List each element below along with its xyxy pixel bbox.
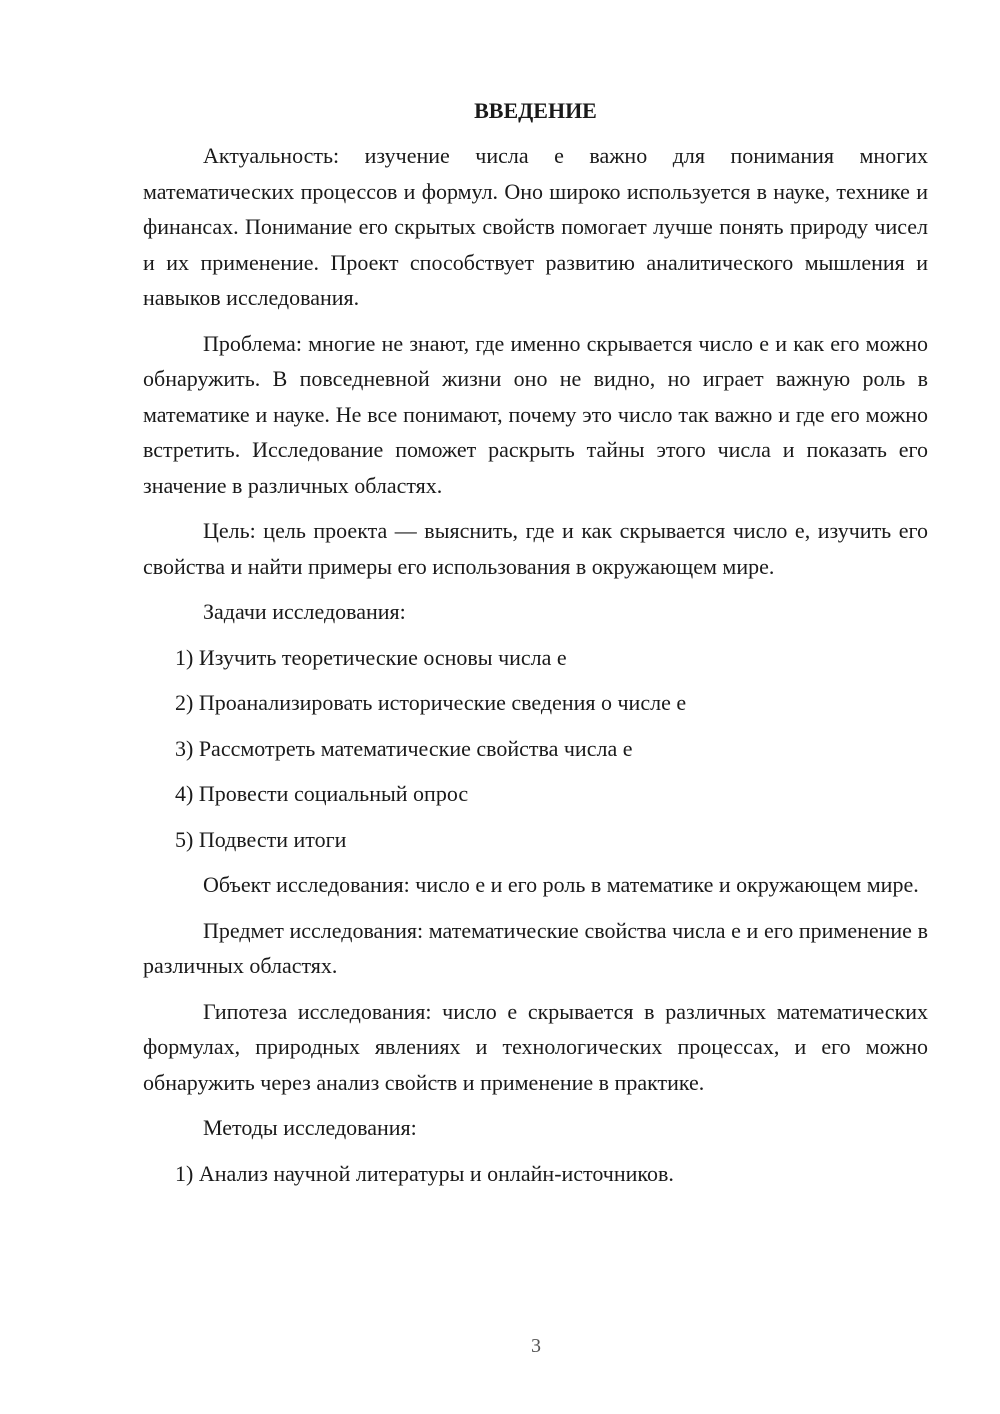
methods-title: Методы исследования: xyxy=(203,1115,417,1140)
object-paragraph: Объект исследования: число е и его роль в математике и окружающем мире. xyxy=(203,872,919,897)
document-page xyxy=(143,96,928,1201)
page-number: 3 xyxy=(531,1335,541,1357)
hypothesis-paragraph: Гипотеза исследования: число е скрывается в различных математических формулах, природных явлениях и технологических процессах, и его можно обнаружить через анализ свойств и применение в практике. xyxy=(143,998,928,1095)
list-item: 1) Изучить теоретические основы числа е xyxy=(175,644,567,670)
goal-paragraph: Цель: цель проекта — выяснить, где и как скрывается число е, изучить его свойства и найти примеры его использования в окружающем мире. xyxy=(143,518,928,579)
problem-paragraph: Проблема: многие не знают, где именно скрывается число е и как его можно обнаружить. В повседневной жизни оно не видно, но играет важную роль в математике и науке. Не все понимают, почему это число так важно и где его можно встретить. Исследование поможет раскрыть тайны этого числа и показать его значение в различных областях. xyxy=(143,330,928,498)
subject-paragraph: Предмет исследования: математические свойства числа е и его применение в различных областях. xyxy=(143,917,928,978)
methods-list xyxy=(143,1156,928,1192)
tasks-list xyxy=(143,640,928,858)
relevance-paragraph: Актуальность: изучение числа е важно для понимания многих математических процессов и формул. Оно широко используется в науке, технике и финансах. Понимание его скрытых свойств помогает лучше понять природу чисел и их применение. Проект способствует развитию аналитического мышления и навыков исследования. xyxy=(143,143,928,310)
list-item: 5) Подвести итоги xyxy=(175,826,347,852)
list-item: 1) Анализ научной литературы и онлайн-источников. xyxy=(175,1160,674,1186)
tasks-title: Задачи исследования: xyxy=(203,599,406,624)
list-item: 4) Провести социальный опрос xyxy=(175,781,469,806)
list-item: 2) Проанализировать исторические сведения о числе е xyxy=(175,690,687,715)
page-title: ВВЕДЕНИЕ xyxy=(474,98,597,123)
list-item: 3) Рассмотреть математические свойства числа е xyxy=(175,735,633,761)
